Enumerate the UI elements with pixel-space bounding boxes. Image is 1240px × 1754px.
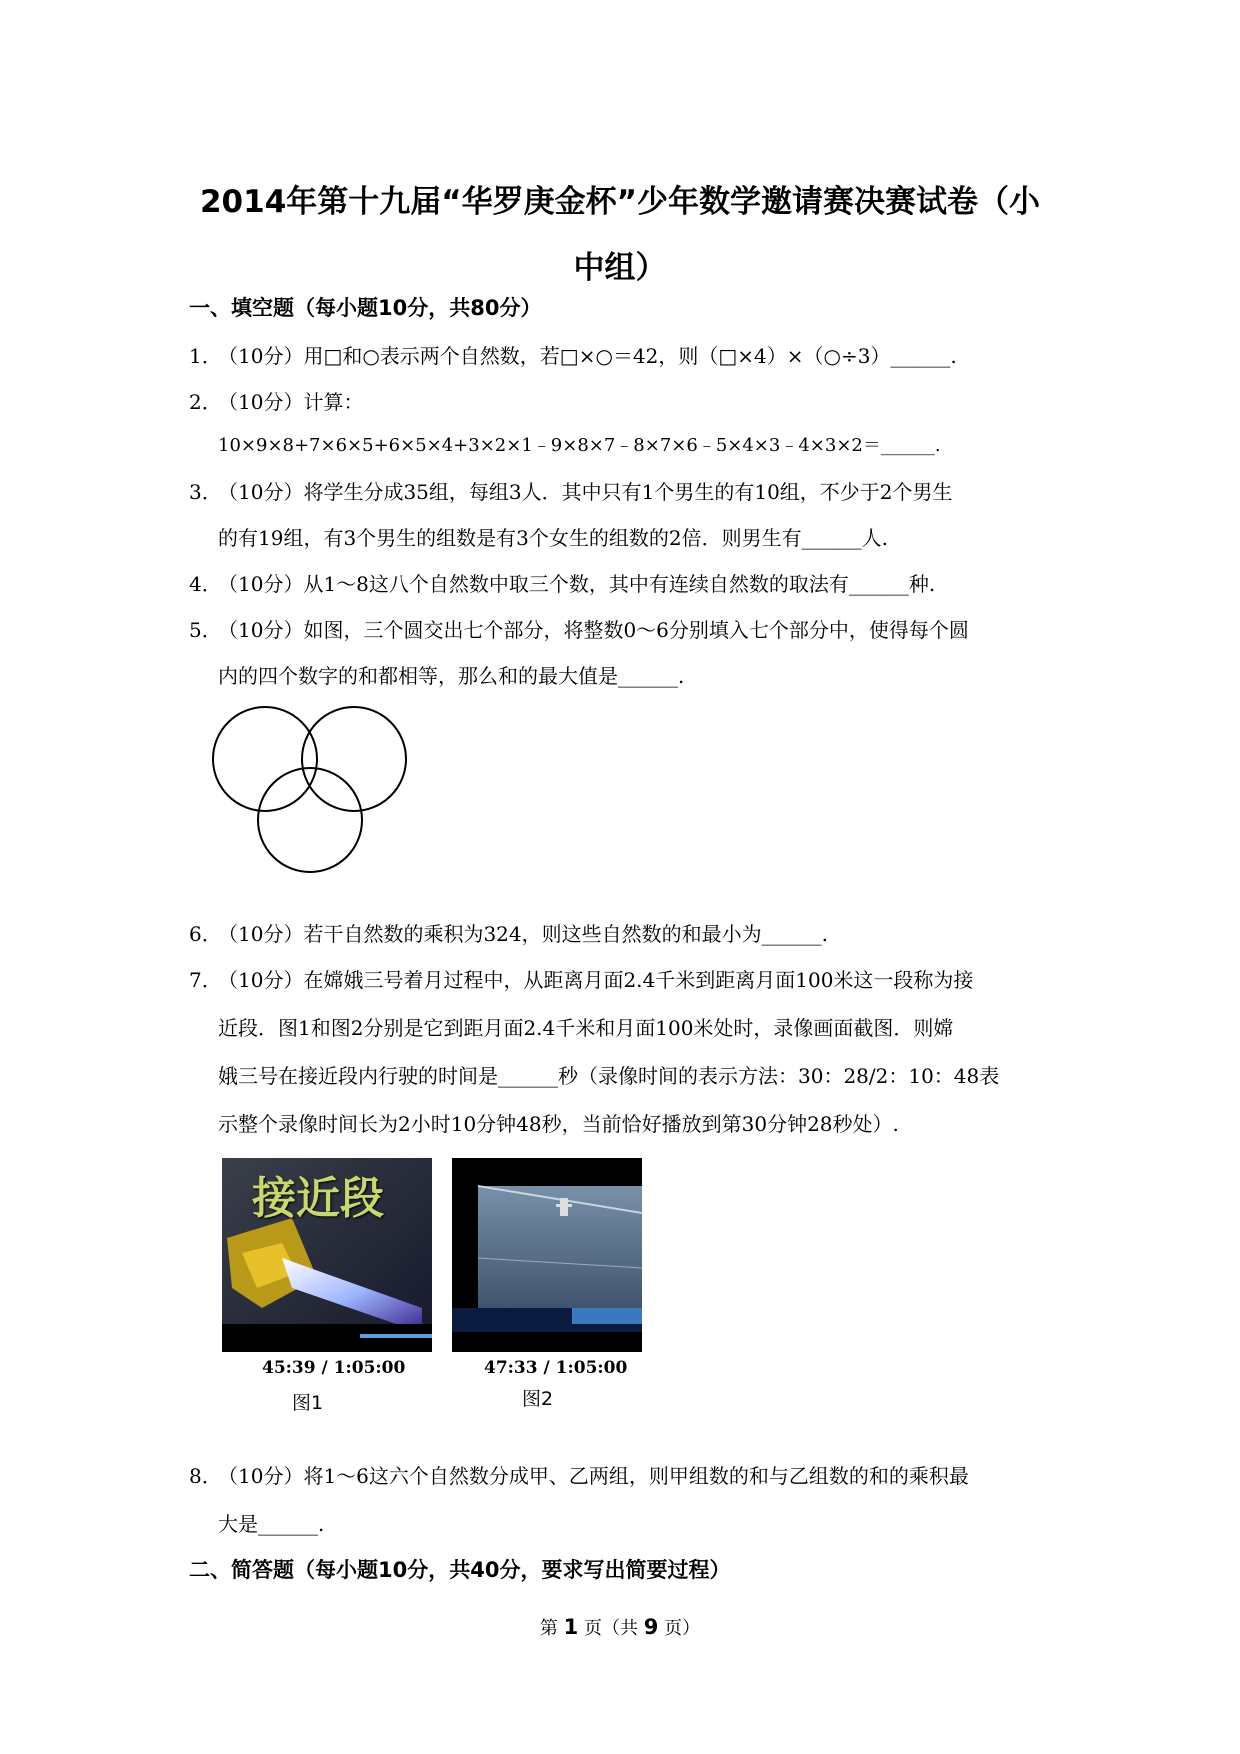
section-fill-blank-heading: 一、填空题（每小题10分，共80分） bbox=[189, 296, 542, 320]
footer-middle: 页（共 bbox=[584, 1618, 638, 1639]
question-6-text: （10分）若干自然数的乘积为324，则这些自然数的和最小为______. bbox=[218, 922, 828, 946]
question-6-number: 6． bbox=[189, 922, 222, 946]
question-5-number: 5． bbox=[189, 618, 222, 642]
question-8-line2: 大是______. bbox=[218, 1512, 325, 1536]
question-2-text: （10分）计算： bbox=[218, 390, 364, 414]
footer-page-number: 1 bbox=[563, 1615, 579, 1639]
question-7-number: 7． bbox=[189, 968, 222, 992]
figure-1-timecode: 45:39 / 1:05:00 bbox=[262, 1358, 406, 1378]
question-1-text: （10分）用□和○表示两个自然数，若□×○＝42，则（□×4）×（○÷3）______. bbox=[218, 344, 957, 368]
question-1-number: 1． bbox=[189, 344, 222, 368]
footer-total-pages: 9 bbox=[643, 1615, 659, 1639]
footer-prefix: 第 bbox=[539, 1618, 558, 1639]
figure-1-video-frame bbox=[222, 1158, 432, 1352]
question-8-line1: （10分）将1～6这六个自然数分成甲、乙两组，则甲组数的和与乙组数的和的乘积最 bbox=[218, 1464, 969, 1488]
question-5-line1: （10分）如图，三个圆交出七个部分，将整数0～6分别填入七个部分中，使得每个圆 bbox=[218, 618, 969, 642]
question-4-text: （10分）从1～8这八个自然数中取三个数，其中有连续自然数的取法有______种. bbox=[218, 572, 936, 596]
question-2-expression: 10×9×8+7×6×5+6×5×4+3×2×1﹣9×8×7﹣8×7×6﹣5×4×3﹣4×3×2＝______. bbox=[218, 435, 941, 456]
question-5-line2: 内的四个数字的和都相等，那么和的最大值是______. bbox=[218, 664, 685, 688]
footer-suffix: 页） bbox=[664, 1618, 701, 1639]
page-title-line1: 2014年第十九届“华罗庚金杯”少年数学邀请赛决赛试卷（小 bbox=[199, 184, 1041, 220]
question-3-line2: 的有19组，有3个男生的组数是有3个女生的组数的2倍．则男生有______人. bbox=[218, 526, 888, 550]
page-footer bbox=[0, 1614, 1240, 1640]
figure-2-scene bbox=[452, 1158, 642, 1352]
question-7-line1: （10分）在嫦娥三号着月过程中，从距离月面2.4千米到距离月面100米这一段称为接 bbox=[218, 968, 974, 992]
question-4-number: 4． bbox=[189, 572, 222, 596]
question-7-line4: 示整个录像时间长为2小时10分钟48秒，当前恰好播放到第30分钟28秒处）. bbox=[218, 1112, 899, 1136]
figure-1-overlay-text: 接近段 bbox=[252, 1173, 384, 1224]
three-circles-figure bbox=[210, 700, 410, 880]
question-8-number: 8． bbox=[189, 1464, 222, 1488]
section-short-answer-heading: 二、简答题（每小题10分，共40分，要求写出简要过程） bbox=[189, 1558, 731, 1582]
question-3-line1: （10分）将学生分成35组，每组3人．其中只有1个男生的有10组，不少于2个男生 bbox=[218, 480, 953, 504]
page-title-line2: 中组） bbox=[573, 250, 667, 286]
question-2-number: 2． bbox=[189, 390, 222, 414]
question-3-number: 3． bbox=[189, 480, 222, 504]
figure-1-label: 图1 bbox=[292, 1392, 324, 1414]
figure-2-video-frame bbox=[452, 1158, 642, 1352]
figure-2-label: 图2 bbox=[522, 1388, 554, 1410]
question-7-line3: 娥三号在接近段内行驶的时间是______秒（录像时间的表示方法：30：28/2：10：48表 bbox=[218, 1064, 1000, 1088]
question-7-line2: 近段．图1和图2分别是它到距月面2.4千米和月面100米处时，录像画面截图．则嫦 bbox=[218, 1016, 954, 1040]
figure-2-timecode: 47:33 / 1:05:00 bbox=[484, 1358, 628, 1378]
